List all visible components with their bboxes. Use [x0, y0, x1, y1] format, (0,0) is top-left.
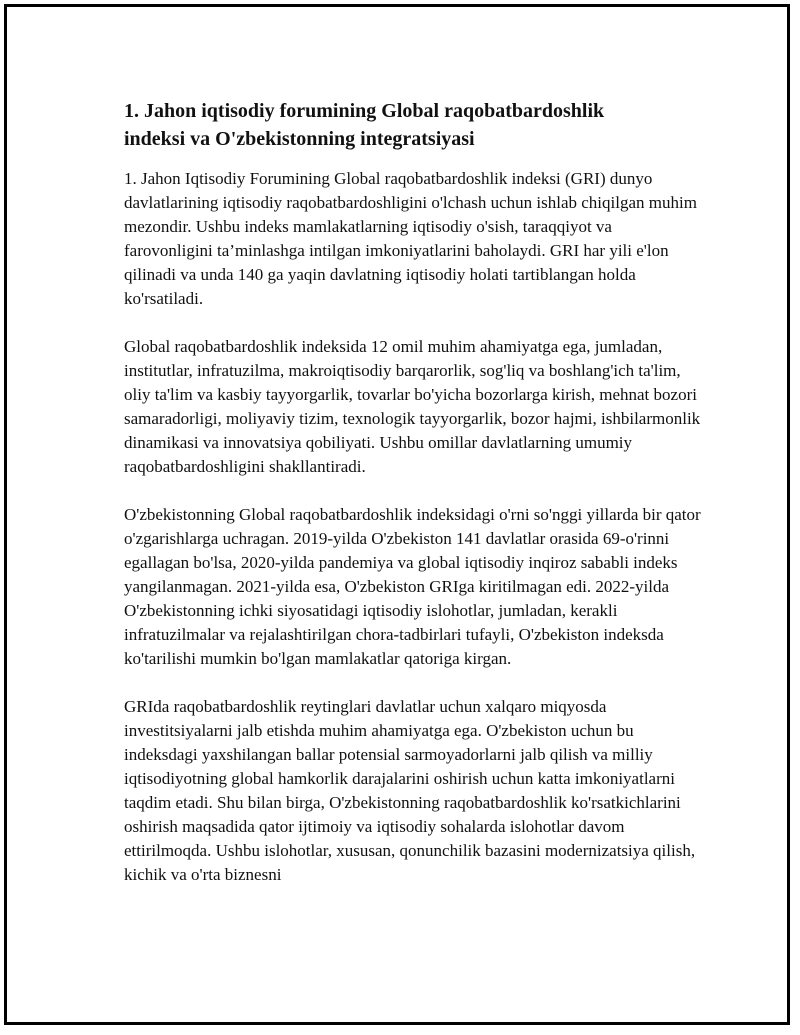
paragraph-4: GRIda raqobatbardoshlik reytinglari davlatlar uchun xalqaro miqyosda investitsiyalarni jalb etishda muhim ahamiyatga ega. O'zbekiston uchun bu indeksdagi yaxshilangan ballar potensial sarmoyadorlarni jalb qilish va milliy iqtisodiyotning global hamkorlik darajalarini oshirish uchun katta imkoniyatlarni taqdim etadi. Shu bilan birga, O'zbekistonning raqobatbardoshlik ko'rsatkichlarini oshirish maqsadida qator ijtimoiy va iqtisodiy sohalarda islohotlar davom ettirilmoqda. Ushbu islohotlar, xususan, qonunchilik bazasini modernizatsiya qilish, kichik va o'rta biznesni	[124, 697, 696, 884]
paragraph-3: O'zbekistonning Global raqobatbardoshlik indeksidagi o'rni so'nggi yillarda bir qator o'zgarishlarga uchragan. 2019-yilda O'zbekiston 141 davlatlar orasida 69-o'rinni egallagan bo'lsa, 2020-yilda pandemiya va global iqtisodiy inqiroz sababli indeks yangilanmagan. 2021-yilda esa, O'zbekiston GRIga kiritilmagan edi. 2022-yilda O'zbekistonning ichki siyosatidagi iqtisodiy islohotlar, jumladan, kerakli infratuzilmalar va rejalashtirilgan chora-tadbirlari tufayli, O'zbekiston indeksda ko'tarilishi mumkin bo'lgan mamlakatlar qatoriga kirgan.	[124, 505, 701, 668]
paragraph-1: 1. Jahon Iqtisodiy Forumining Global raqobatbardoshlik indeksi (GRI) dunyo davlatlarining iqtisodiy raqobatbardoshligini o'lchash uchun ishlab chiqilgan muhim mezondir. Ushbu indeks mamlakatlarning iqtisodiy o'sish, taraqqiyot va farovonligini ta’minlashga intilgan imkoniyatlarini baholaydi. GRI har yili e'lon qilinadi va unda 140 ga yaqin davlatning iqtisodiy holati tartiblangan holda ko'rsatiladi.	[124, 169, 697, 308]
document-body	[124, 97, 704, 911]
paragraph-2: Global raqobatbardoshlik indeksida 12 omil muhim ahamiyatga ega, jumladan, institutlar, infratuzilma, makroiqtisodiy barqarorlik, sog'liq va boshlang'ich ta'lim, oliy ta'lim va kasbiy tayyorgarlik, tovarlar bo'yicha bozorlarga kirish, mehnat bozori samaradorligi, moliyaviy tizim, texnologik tayyorgarlik, bozor hajmi, ishbilarmonlik dinamikasi va innovatsiya qobiliyati. Ushbu omillar davlatlarning umumiy raqobatbardoshligini shakllantiradi.	[124, 337, 701, 476]
section-heading-line-2: indeksi va O'zbekistonning integratsiyasi	[124, 128, 475, 150]
section-heading	[124, 97, 704, 153]
section-heading-line-1: 1. Jahon iqtisodiy forumining Global raqobatbardoshlik	[124, 100, 605, 122]
page-frame	[4, 4, 790, 1025]
